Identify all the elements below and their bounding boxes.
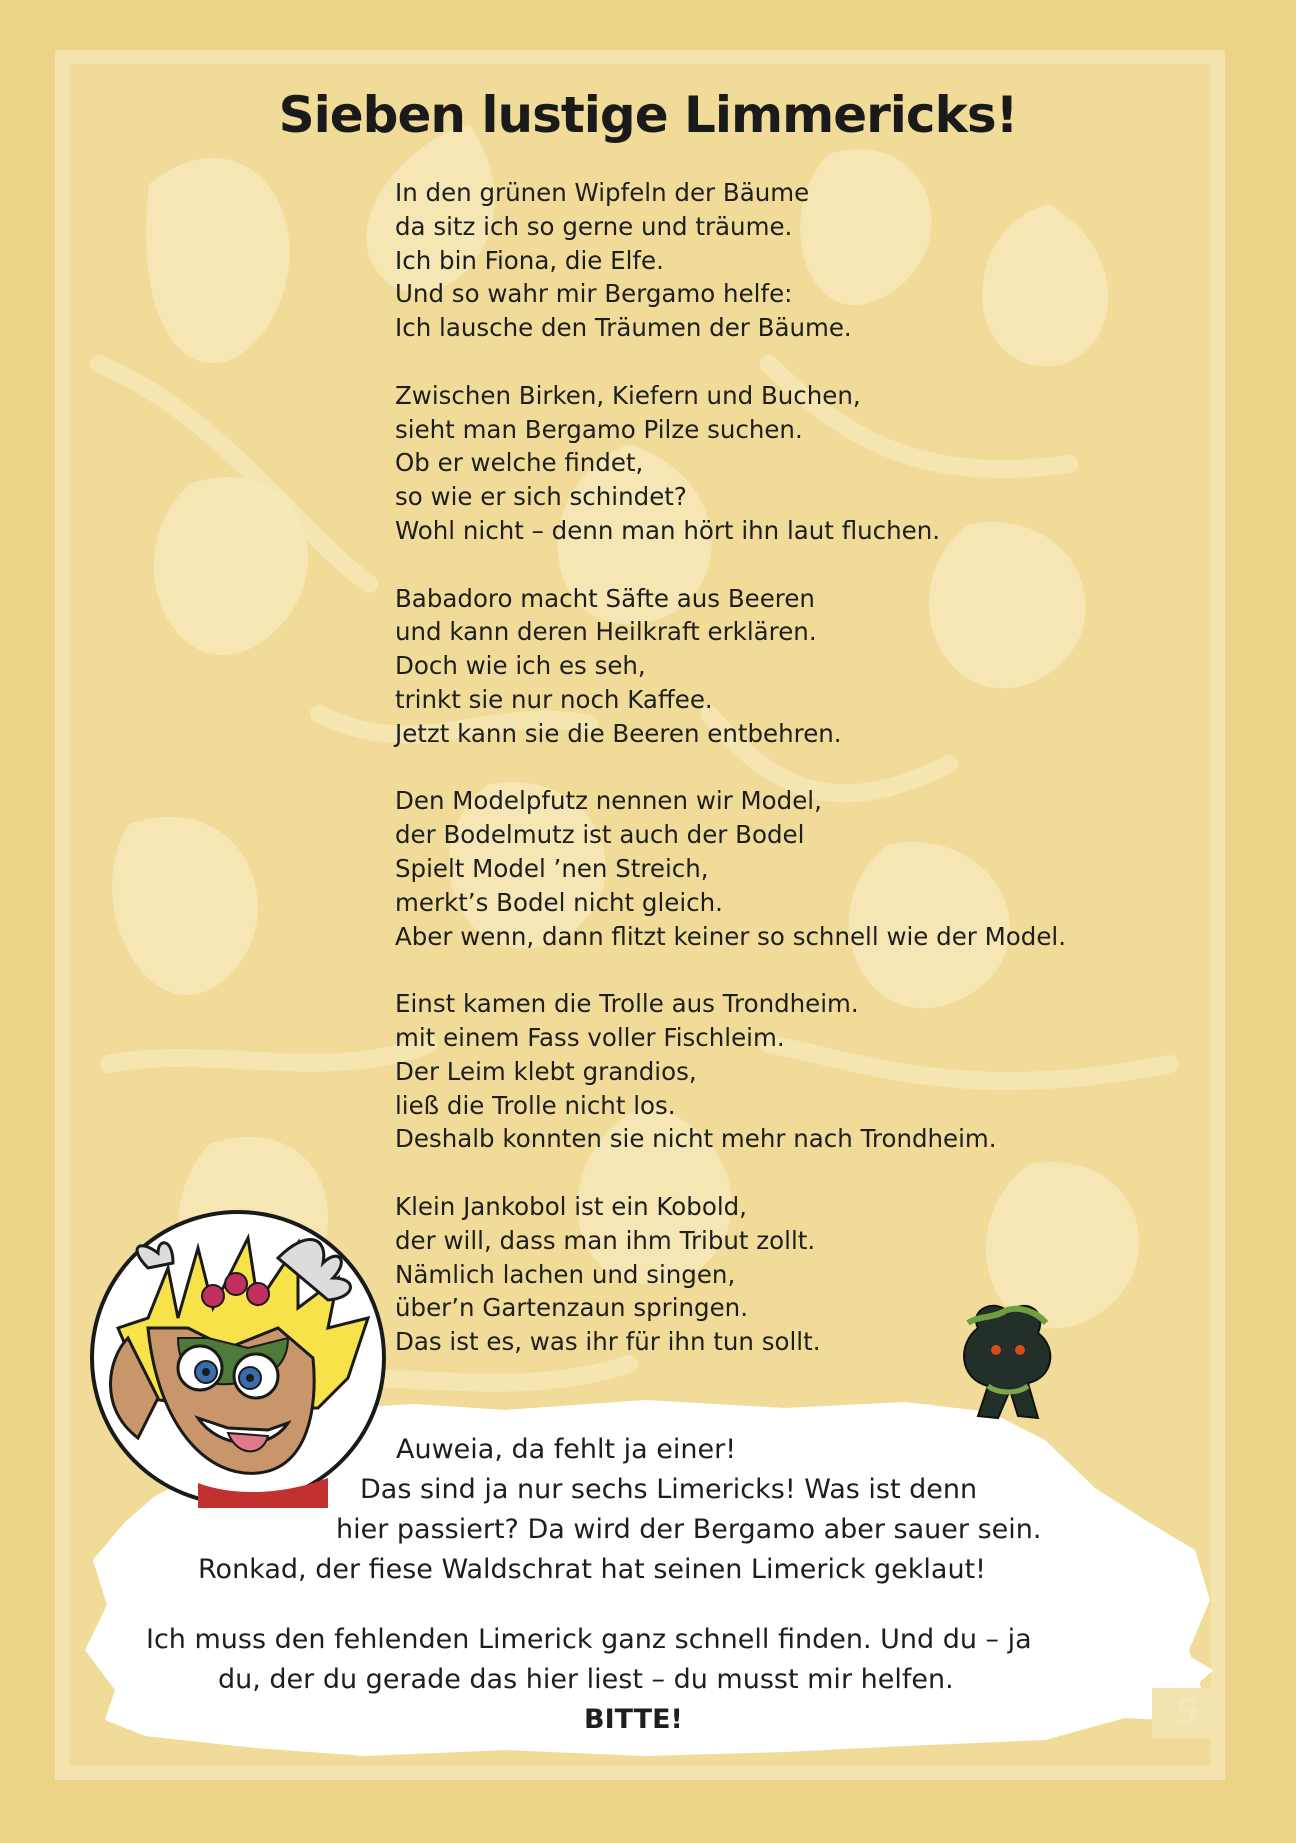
plea-line: Ich muss den fehlenden Limerick ganz schnell finden. Und du – ja xyxy=(146,1624,1032,1655)
poem-line: Das ist es, was ihr für ihn tun sollt. xyxy=(395,1327,821,1357)
poem-line: Wohl nicht – denn man hört ihn laut fluchen. xyxy=(395,515,941,545)
poem-line: Den Modelpfutz nennen wir Model, xyxy=(395,786,822,816)
plea-line: du, der du gerade das hier liest – du musst mir helfen. xyxy=(218,1664,954,1695)
ronkad-troll-illustration xyxy=(948,1298,1068,1428)
poem-line: Der Leim klebt grandios, xyxy=(395,1056,697,1086)
poem-line: mit einem Fass voller Fischleim. xyxy=(395,1022,785,1052)
poem-line: so wie er sich schindet? xyxy=(395,482,687,512)
fiona-elf-illustration xyxy=(88,1208,388,1508)
stanza-5 xyxy=(395,987,1175,1156)
poem-line: ließ die Trolle nicht los. xyxy=(395,1090,676,1120)
poem-line: Jetzt kann sie die Beeren entbehren. xyxy=(395,718,842,748)
poem-line: Ob er welche findet, xyxy=(395,448,644,478)
plea-bold: BITTE! xyxy=(584,1704,683,1735)
limerick-poem xyxy=(395,176,1175,1359)
poem-line: Klein Jankobol ist ein Kobold, xyxy=(395,1191,747,1221)
poem-line: Einst kamen die Trolle aus Trondheim. xyxy=(395,989,859,1019)
poem-line: sieht man Bergamo Pilze suchen. xyxy=(395,414,803,444)
poem-line: merkt’s Bodel nicht gleich. xyxy=(395,887,723,917)
poem-line: Ich lausche den Träumen der Bäume. xyxy=(395,313,852,343)
poem-line: Zwischen Birken, Kiefern und Buchen, xyxy=(395,380,861,410)
speech-line: hier passiert? Da wird der Bergamo aber sauer sein. xyxy=(336,1514,1042,1545)
speech-line: Auweia, da fehlt ja einer! xyxy=(396,1434,737,1465)
poem-line: und kann deren Heilkraft erklären. xyxy=(395,617,817,647)
stanza-3 xyxy=(395,582,1175,751)
poem-line: Und so wahr mir Bergamo helfe: xyxy=(395,279,793,309)
poem-line: Spielt Model ’nen Streich, xyxy=(395,853,709,883)
page-number: 5 xyxy=(1174,1692,1200,1733)
poem-line: der will, dass man ihm Tribut zollt. xyxy=(395,1225,816,1255)
poem-line: In den grünen Wipfeln der Bäume xyxy=(395,178,810,207)
poem-line: über’n Gartenzaun springen. xyxy=(395,1293,748,1323)
poem-line: da sitz ich so gerne und träume. xyxy=(395,211,793,241)
poem-line: Nämlich lachen und singen, xyxy=(395,1259,736,1289)
speech-line: Das sind ja nur sechs Limericks! Was ist denn xyxy=(360,1474,978,1505)
speech-line: Ronkad, der fiese Waldschrat hat seinen Limerick geklaut! xyxy=(198,1554,986,1585)
stanza-4 xyxy=(395,784,1175,953)
poem-line: der Bodelmutz ist auch der Bodel xyxy=(395,820,805,850)
stanza-2 xyxy=(395,379,1175,548)
page-title: Sieben lustige Limmericks! xyxy=(278,86,1018,144)
poem-line: Babadoro macht Säfte aus Beeren xyxy=(395,583,815,613)
poem-line: Deshalb konnten sie nicht mehr nach Trondheim. xyxy=(395,1124,997,1154)
poem-line: Ich bin Fiona, die Elfe. xyxy=(395,245,664,275)
poem-line: Doch wie ich es seh, xyxy=(395,651,646,681)
poem-line: trinkt sie nur noch Kaffee. xyxy=(395,684,713,714)
stanza-1 xyxy=(395,176,1175,345)
poem-line: Aber wenn, dann flitzt keiner so schnell wie der Model. xyxy=(395,921,1066,951)
